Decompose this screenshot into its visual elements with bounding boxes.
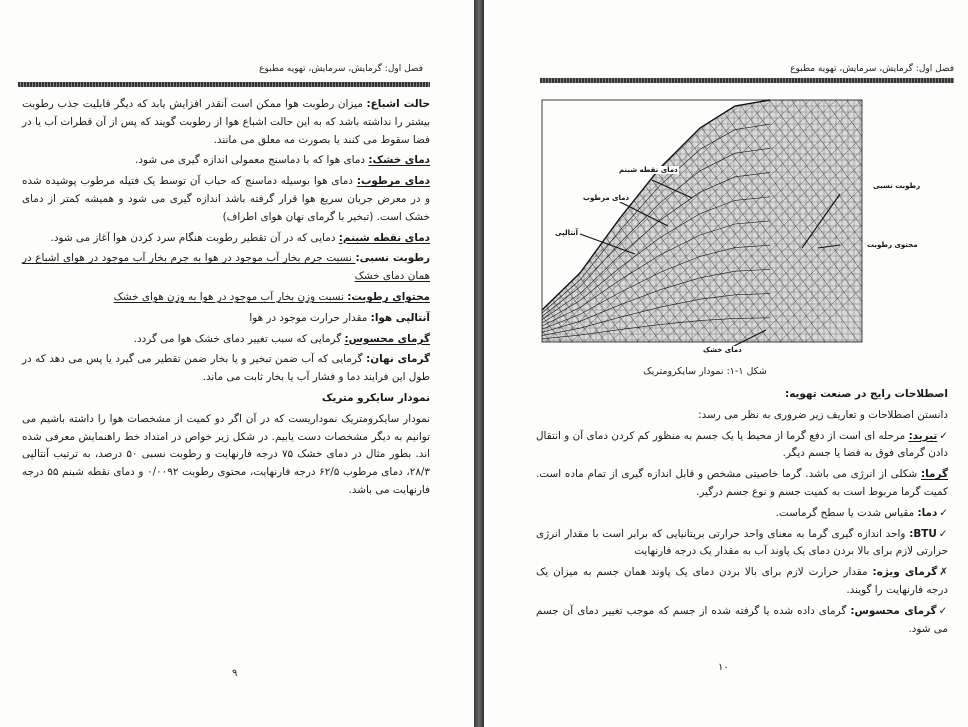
page-number: ۹ [232,668,238,679]
terms-intro: دانستن اصطلاحات و تعاریف زیر ضروری به نظر می رسد: [698,408,948,421]
term-specific-heat: ✗گرمای ویژه: مقدار حرارت لازم برای بالا بردن دمای یک پاوند همان جسم به میزان یک درجه فارنهایت را گویند. [536,566,948,596]
header-divider [18,82,430,87]
paragraph-relative-humidity: رطوبت نسبی: نسبت جرم بخار آب موجود در هوا به جرم بخار آب موجود در هوای اشباع در همان دمای خشک [22,252,430,283]
paragraph-saturation: حالت اشباع: میزان رطوبت هوا ممکن است آنقدر افزایش یابد که دیگر قابلیت جذب رطوبت بیشتر را نداشته باشد که به این حالت اشباع هوا از رطوبت گویند که پس از آن قطرات آب یا در فضا سقوط می کنند یا بصورت مه معلق می مانند. [22,98,430,146]
paragraph-wet-bulb: دمای مرطوب: دمای هوا بوسیله دماسنج که حباب آن توسط یک فتیله مرطوب پوشیده شده و در معرض جریان سریع هوا قرار گرفته باشد اندازه گیری می شود و همیشه کمتر از دمای خشک است. (تبخیر با گرمای نهان هوای اطراف) [22,175,430,223]
paragraph-latent-heat: گرمای نهان: گرمایی که آب ضمن تبخیر و یا بخار ضمن تقطیر می گیرد یا پس می دهد که در طول این فرایند دما و فشار آب یا بخار ثابت می ماند. [22,353,430,384]
section-title-psychrometric: نمودار سایکرو متریک [321,391,430,404]
label-enthalpy: آنتالپی [555,229,579,237]
header-divider [540,78,954,83]
paragraph-enthalpy: آنتالپی هوا: مقدار حرارت موجود در هوا [249,311,430,324]
book-gutter [474,0,484,727]
paragraph-psychrometric: نمودار سایکرومتریک نموداریست که در آن اگر دو کمیت از مشخصات هوا را داشته باشیم می توانیم به دیگر مشخصات دست یابیم. در شکل زیر خواص در امتداد خط راهنمایش معرفی شده اند. بطور مثال در دمای خشک ۷۵ درجه فارنهایت و رطوبت نسبی ۵۰ درصد، به ترتیب آنتالپی ۲۸/۳، دمای مرطوب ۶۲/۵ درجه فارنهایت، محتوی رطوبت ۰/۰۰۹۲ و دمای نقطه شبنم ۵۵ درجه فارنهایت می باشد. [22,412,431,496]
term-sensible-heat: ✓گرمای محسوس: گرمای داده شده یا گرفته شده از جسم که موجب تغییر دمای آن جسم می شود. [536,604,948,635]
label-dew-point: دمای نقطه شبنم [619,166,678,174]
psychrometric-chart [540,98,866,364]
term-heat: گرما: شکلی از انرژی می باشد. گرما خاصیتی مشخص و قابل اندازه گیری از تمام ماده است. کمیت گرما مربوط است به کمیت جسم و نوع جسم درگیر. [536,468,948,498]
paragraph-sensible-heat: گرمای محسوس: گرمایی که سبب تغییر دمای خشک هوا می گردد. [133,332,430,345]
paragraph-dry-bulb: دمای خشک: دمای هوا که با دماسنج معمولی اندازه گیری می شود. [135,154,430,167]
label-relative-humidity: رطوبت نسبی [873,182,921,190]
left-page [0,0,474,727]
label-moisture-content: محتوی رطوبت [867,241,918,249]
page-header: فصل اول: گرمایش، سرمایش، تهویه مطبوع [259,64,423,74]
right-body-text [536,386,948,641]
term-btu: ✓BTU: واحد اندازه گیری گرما به معنای واحد حرارتی بریتانیایی که برابر است با مقدار انرژی حرارتی لازم برای بالا بردن دمای یک پاوند آب به مقدار یک درجه فارنهایت [536,527,948,558]
paragraph-moisture-content: محتوای رطوبت: نسبت وزن بخار آب موجود در هوا به وزن هوای خشک [113,290,430,303]
section-title-terms: اصطلاحات رایج در صنعت تهویه: [785,388,948,400]
term-refrigeration: ✓تبرید: مرحله ای است از دفع گرما از محیط یا یک جسم به منظور کم کردن دمای آن و انتقال دادن گرمای فوق به فضا یا جسم دیگر. [536,429,948,460]
term-temperature: ✓دما: مقیاس شدت یا سطح گرماست. [775,506,948,519]
label-wet-bulb: دمای مرطوب [583,194,630,202]
left-body-text [22,96,430,503]
paragraph-dew-point: دمای نقطه شبنم: دمایی که در آن تقطیر رطوبت هنگام سرد کردن هوا آغاز می شود. [50,231,430,244]
label-dry-bulb: دمای خشک [703,346,742,354]
page-number: ۱۰ [718,662,729,673]
page-header: فصل اول: گرمایش، سرمایش، تهویه مطبوع [790,64,954,74]
figure-caption: شکل ۱-۱: نمودار سایکرومتریک [643,366,767,377]
